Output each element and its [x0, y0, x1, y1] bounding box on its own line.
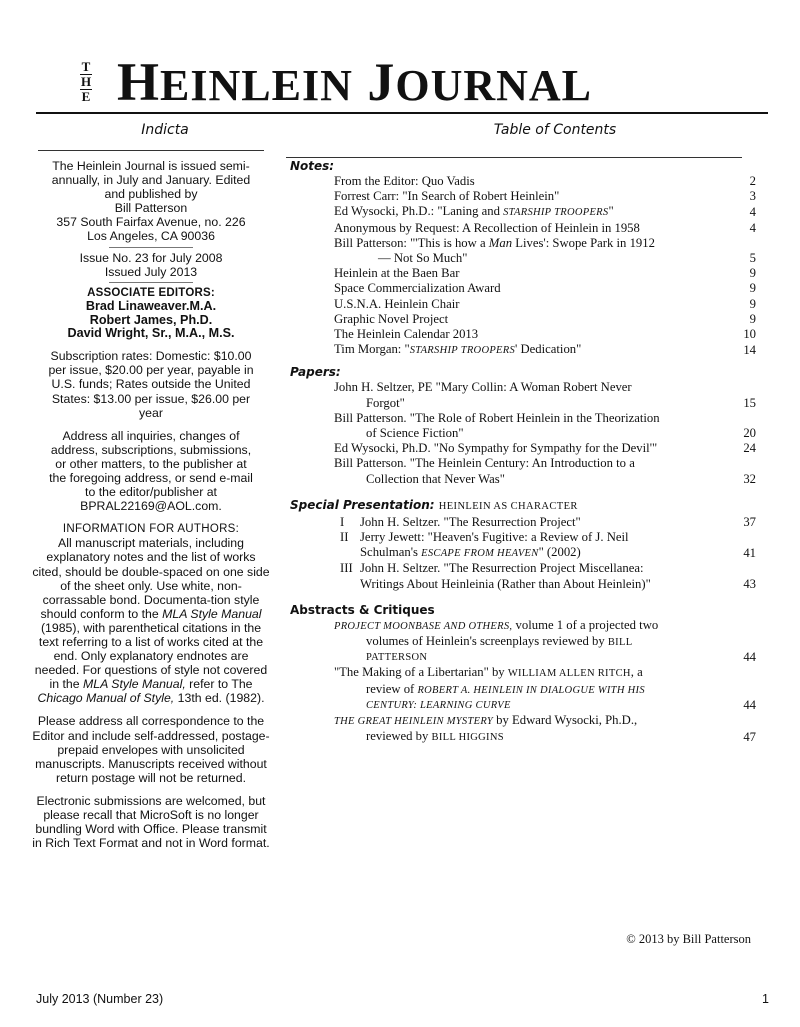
associate-editors [32, 286, 270, 341]
title-initial-j: J [367, 52, 396, 112]
page-number: 15 [743, 395, 756, 410]
roman-numeral: I [340, 514, 345, 529]
page-number: 9 [749, 266, 756, 281]
author-info [32, 522, 270, 705]
page-number: 9 [749, 296, 756, 311]
toc-entry: "The Making of a Libertarian" by WILLIAM ALLEN RITCH, a review of ROBERT A. HEINLEIN IN DIALOGUE WITH HIS CENTURY: LEARNING CURVE 44 [334, 665, 756, 712]
title-initial-h: H [117, 52, 161, 112]
page-number: 20 [743, 426, 756, 441]
toc-entry: Graphic Novel Project 9 [334, 311, 756, 326]
publisher-line: Bill Patterson [114, 201, 188, 216]
publisher-line: 357 South Fairfax Avenue, no. 226 [56, 215, 246, 230]
mla-style-manual: MLA Style Manual [162, 606, 262, 621]
toc-entry: Ed Wysocki, Ph.D. "No Sympathy for Sympathy for the Devil'" 24 [334, 441, 756, 456]
issue-date: Issued July 2013 [104, 264, 198, 279]
electronic-submissions-note: Electronic submissions are welcomed, but please recall that MicroSoft is no longer bundling Word with Office. Please transmit in Rich Text Format and not in Word format. [32, 793, 270, 851]
page-number: 10 [743, 327, 756, 342]
publisher-line: Los Angeles, CA 90036 [87, 229, 215, 244]
toc-entry: Bill Patterson: "'This is how a Man Lives': Swope Park in 1912 — Not So Much" 5 [334, 235, 756, 266]
indicta-heading: Indicta [141, 122, 189, 138]
inquiries-line: address, subscriptions, submissions, [50, 442, 252, 457]
subscription-rates [32, 349, 270, 419]
toc-entry: Tim Morgan: "STARSHIP TROOPERS' Dedication" 14 [334, 342, 756, 358]
title-rest-journal: OURNAL [395, 61, 593, 110]
page-number: 9 [749, 311, 756, 326]
the-letter-e: E [81, 89, 91, 104]
papers-section-title: Papers: [290, 365, 341, 380]
page-number: 4 [749, 205, 756, 220]
toc-entry: Bill Patterson. "The Role of Robert Heinlein in the Theorization of Science Fiction" 20 [334, 410, 756, 441]
inquiries [32, 429, 270, 514]
page-number: 44 [743, 650, 756, 665]
chicago-manual: Chicago Manual of Style, [37, 691, 175, 706]
the-letter-t: T [81, 59, 91, 74]
toc-entry: Anonymous by Request: A Recollection of Heinlein in 1958 4 [334, 220, 756, 235]
page-number: 41 [743, 546, 756, 561]
toc-heading: Table of Contents [493, 122, 617, 138]
toc-entry: I John H. Seltzer. "The Resurrection Project" 37 [340, 514, 756, 529]
page-number: 37 [743, 514, 756, 529]
publisher-info [32, 159, 270, 244]
page-number: 47 [743, 730, 756, 745]
indicta-column [32, 150, 270, 859]
toc-entry: John H. Seltzer, PE "Mary Collin: A Woman Robert Never Forgot" 15 [334, 380, 756, 410]
divider [109, 247, 193, 248]
page-number: 32 [743, 471, 756, 486]
subscription-line: year [139, 405, 163, 420]
the-letter-h: H [80, 74, 92, 89]
toc-entry: Space Commercialization Award 9 [334, 281, 756, 296]
indicta-top-rule [38, 150, 264, 151]
page-number: 3 [749, 189, 756, 204]
inquiries-line: Address all inquiries, changes of [62, 428, 240, 443]
notes-section-title: Notes: [290, 159, 335, 173]
mla-style-manual: MLA Style Manual, [83, 677, 186, 692]
special-presentation-subtitle: HEINLEIN AS CHARACTER [438, 500, 578, 512]
publisher-line: annually, in July and January. Edited [51, 173, 251, 188]
page-number: 44 [743, 697, 756, 712]
abstracts-section-title: Abstracts & Critiques [290, 602, 435, 617]
publisher-line: The Heinlein Journal is issued semi- [52, 159, 250, 173]
page-number: 4 [749, 220, 756, 235]
journal-title [117, 52, 592, 116]
toc-entry: THE GREAT HEINLEIN MYSTERY by Edward Wysocki, Ph.D., reviewed by BILL HIGGINS 47 [334, 713, 756, 745]
issue-info [32, 251, 270, 279]
special-presentation-title: Special Presentation: HEINLEIN AS CHARACTER [290, 497, 578, 512]
toc-entry: From the Editor: Quo Vadis 2 [334, 174, 756, 188]
toc-entry: III John H. Seltzer. "The Resurrection Project Miscellanea: Writings About Heinleinia (Rather than About Heinlein)" 43 [340, 561, 756, 591]
toc-entry: U.S.N.A. Heinlein Chair 9 [334, 296, 756, 311]
subscription-line: U.S. funds; Rates outside the United [51, 377, 251, 392]
author-info-text: refer to The [189, 677, 253, 692]
subscription-line: Subscription rates: Domestic: $10.00 [50, 349, 252, 364]
toc-top-rule [286, 157, 742, 158]
author-info-title: INFORMATION FOR AUTHORS: [62, 523, 240, 536]
toc-entry: The Heinlein Calendar 2013 10 [334, 327, 756, 342]
inquiries-line: to the editor/publisher at [85, 485, 217, 500]
toc-entry: II Jerry Jewett: "Heaven's Fugitive: a Review of J. Neil Schulman's ESCAPE FROM HEAVEN" (2002) 41 [340, 530, 756, 561]
divider [109, 282, 193, 283]
table-of-contents [290, 158, 756, 746]
editor-name: David Wright, Sr., M.A., M.S. [67, 326, 235, 341]
editor-name: Brad Linaweaver.M.A. [85, 298, 217, 313]
title-rest-heinlein: EINLEIN [160, 61, 353, 110]
author-info-text: 13th ed. (1982). [177, 691, 265, 706]
inquiries-line: or other matters, to the publisher at [55, 456, 247, 471]
page-number: 9 [749, 281, 756, 296]
copyright-notice: © 2013 by Bill Patterson [626, 932, 751, 946]
inquiries-line: the foregoing address, or send e-mail [49, 470, 253, 485]
roman-numeral: II [340, 530, 349, 545]
footer-issue: July 2013 (Number 23) [36, 992, 164, 1006]
page-number: 14 [743, 343, 756, 358]
publisher-line: and published by [104, 187, 198, 202]
page-number: 5 [749, 251, 756, 266]
toc-entry: Heinlein at the Baen Bar 9 [334, 266, 756, 281]
subscription-line: States: $13.00 per issue, $26.00 per [51, 391, 251, 406]
page-number: 43 [743, 576, 756, 591]
toc-entry: PROJECT MOONBASE AND OTHERS, volume 1 of a projected two volumes of Heinlein's screenplays reviewed by BILL PATTERSON 44 [334, 617, 756, 665]
issue-number: Issue No. 23 for July 2008 [79, 250, 223, 265]
masthead-rule [36, 112, 768, 114]
page-number: 2 [749, 174, 756, 188]
email-address: BPRAL22169@AOL.com. [80, 499, 222, 514]
toc-entry: Bill Patterson. "The Heinlein Century: An Introduction to a Collection that Never Was" 32 [334, 456, 756, 486]
footer-page-number: 1 [762, 992, 769, 1006]
author-info-text: (1985), with parenthetical citations in the text referring to a list of works cited at the end. Only explanatory endnotes are needed. For questions of style not covered in the [34, 620, 268, 692]
subscription-line: per issue, $20.00 per year, payable in [48, 363, 254, 378]
toc-entry: Ed Wysocki, Ph.D.: "Laning and STARSHIP TROOPERS" 4 [334, 204, 756, 220]
toc-entry: Forrest Carr: "In Search of Robert Heinlein" 3 [334, 189, 756, 204]
associate-editors-title: ASSOCIATE EDITORS: [87, 286, 215, 299]
author-info-text: All manuscript materials, including explanatory notes and the list of works cited, should be double-spaced on one side of the sheet only. Use white, non-corrassable bond. Documenta-tion style should conform to the [32, 536, 270, 621]
masthead-the [79, 60, 93, 104]
correspondence-note: Please address all correspondence to the Editor and include self-addressed, postage-prepaid envelopes with unsolicited manuscripts. Manuscripts received without return postage will not be returned. [32, 714, 270, 785]
page-number: 24 [743, 441, 756, 456]
roman-numeral: III [340, 561, 353, 576]
editor-name: Robert James, Ph.D. [89, 312, 213, 327]
